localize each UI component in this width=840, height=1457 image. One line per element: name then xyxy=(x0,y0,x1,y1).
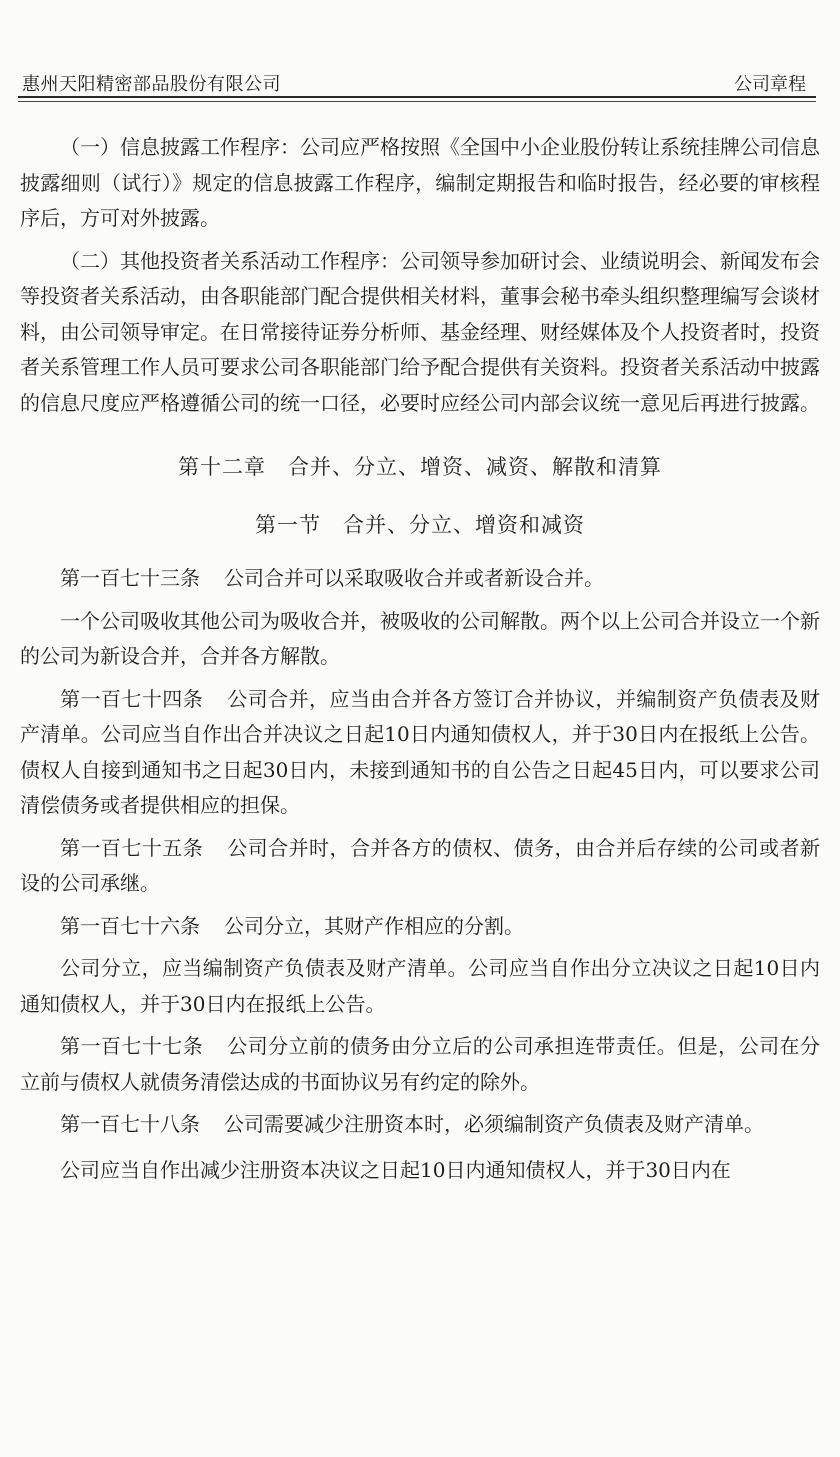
article-174 xyxy=(20,682,820,824)
article-177 xyxy=(20,1029,820,1100)
article-text: 公司合并可以采取吸收合并或者新设合并。 xyxy=(224,566,604,590)
article-label: 第一百七十六条 xyxy=(60,913,200,938)
article-178-para-2 xyxy=(20,1153,820,1189)
section-title: 合并、分立、增资和减资 xyxy=(343,513,585,537)
document-body xyxy=(20,130,820,1188)
article-label: 第一百七十七条 xyxy=(60,1034,204,1058)
header-rule-thick xyxy=(18,96,816,98)
chapter-heading xyxy=(20,449,820,485)
chapter-title: 合并、分立、增资、减资、解散和清算 xyxy=(288,455,662,479)
paragraph-disclosure-procedure: （一）信息披露工作程序：公司应严格按照《全国中小企业股份转让系统挂牌公司信息披露细则（试行）》规定的信息披露工作程序，编制定期报告和临时报告，经必要的审核程序后，方可对外披露。 xyxy=(20,135,820,230)
article-173 xyxy=(20,561,820,597)
article-label: 第一百七十三条 xyxy=(60,566,200,590)
article-text: 公司分立前的债务由分立后的公司承担连带责任。但是，公司在分立前与债权人就债务清偿达成的书面协议另有约定的除外。 xyxy=(20,1034,821,1094)
article-176 xyxy=(20,909,820,945)
article-176-para-2 xyxy=(20,951,820,1022)
section-heading xyxy=(20,507,820,543)
article-text: 公司分立，其财产作相应的分割。 xyxy=(224,913,524,938)
article-text: 一个公司吸收其他公司为吸收合并，被吸收的公司解散。两个以上公司合并设立一个新的公司为新设合并，合并各方解散。 xyxy=(20,608,820,668)
article-text: 公司需要减少注册资本时，必须编制资产负债表及财产清单。 xyxy=(224,1112,764,1136)
article-label: 第一百七十四条 xyxy=(60,686,204,711)
chapter-number: 第十二章 xyxy=(178,455,266,479)
section-number: 第一节 xyxy=(255,513,321,537)
article-178 xyxy=(20,1107,820,1143)
article-text: 公司合并，应当由合并各方签订合并协议，并编制资产负债表及财产清单。公司应当自作出合并决议之日起10日内通知债权人，并于30日内在报纸上公告。债权人自接到通知书之日起30日内，未接到通知书的自公告之日起45日内，可以要求公司清偿债务或者提供相应的担保。 xyxy=(20,686,821,817)
article-label: 第一百七十八条 xyxy=(60,1112,200,1136)
article-label: 第一百七十五条 xyxy=(60,835,204,860)
header-rule-thin xyxy=(18,101,816,102)
article-text: 公司应当自作出减少注册资本决议之日起10日内通知债权人，并于30日内在 xyxy=(60,1157,731,1182)
article-175 xyxy=(20,831,820,902)
article-text: 公司合并时，合并各方的债权、债务，由合并后存续的公司或者新设的公司承继。 xyxy=(20,835,821,895)
document-title: 公司章程 xyxy=(734,74,806,95)
company-name: 惠州天阳精密部品股份有限公司 xyxy=(22,74,281,95)
article-173-para-2 xyxy=(20,604,820,675)
article-text: 公司分立，应当编制资产负债表及财产清单。公司应当自作出分立决议之日起10日内通知债权人，并于30日内在报纸上公告。 xyxy=(20,956,820,1016)
paragraph-investor-relations-procedure: （二）其他投资者关系活动工作程序：公司领导参加研讨会、业绩说明会、新闻发布会等投资者关系活动，由各职能部门配合提供相关材料，董事会秘书牵头组织整理编写会谈材料，由公司领导审定。在日常接待证券分析师、基金经理、财经媒体及个人投资者时，投资者关系管理工作人员可要求公司各职能部门给予配合提供有关资料。投资者关系活动中披露的信息尺度应严格遵循公司的统一口径，必要时应经公司内部会议统一意见后再进行披露。 xyxy=(20,248,820,415)
